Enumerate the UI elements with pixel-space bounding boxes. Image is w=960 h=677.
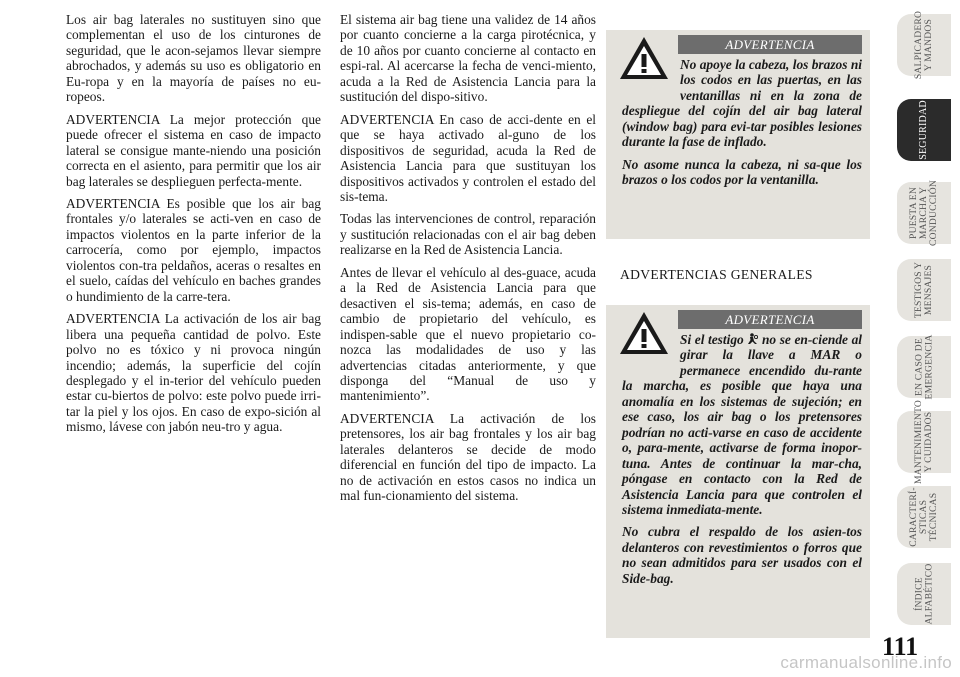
warning-text: No apoye la cabeza, los brazos ni los codos en las puertas, en las ventanillas ni en la zona de despliegue del cojín del air bag lateral (window bag) para evi-tar posibles lesiones durante la fase de inflado. xyxy=(622,57,862,150)
tab-label: PUESTA EN MARCHA Y CONDUCCIÓN xyxy=(908,180,939,246)
watermark: carmanualsonline.info xyxy=(780,653,952,672)
page-number: 111 xyxy=(882,632,919,661)
warning-box-restraint-system xyxy=(606,305,870,638)
tab-label: SEGURIDAD xyxy=(918,100,929,160)
tab-caracteristicas[interactable] xyxy=(897,486,951,548)
warning-label: ADVERTENCIA xyxy=(678,35,862,54)
middle-column xyxy=(340,12,596,511)
tab-label: MANTENIMIENTO Y CUIDADOS xyxy=(913,400,934,484)
warning-text: No asome nunca la cabeza, ni sa-que los brazos o los codos por la ventanilla. xyxy=(622,156,862,188)
paragraph: ADVERTENCIA La mejor protección que puede ofrecer el sistema en caso de impacto lateral se consigue mante-niendo una posición correcta en el asiento, para permitir que los air bag laterales se desplieguen perfecta-mente. xyxy=(66,111,321,189)
warning-body xyxy=(622,57,862,195)
tab-label: CARACTERÍ- STICAS TÉCNICAS xyxy=(908,487,939,547)
general-warnings-heading: ADVERTENCIAS GENERALES xyxy=(620,267,813,282)
warning-text-start: Si el testigo xyxy=(680,332,744,347)
paragraph: El sistema air bag tiene una validez de 14 años por cuanto concierne a la carga pirotécnica, y de 10 años por cuanto concierne al contacto en espi-ral. Al acercarse la fecha de venci-miento, acuda a la Red de Asistencia Lancia para la sustitución del dispo-sitivo. xyxy=(340,12,596,105)
paragraph: Todas las intervenciones de control, reparación y sustitución relacionadas con el air bag deben realizarse en la Red de Asistencia Lancia. xyxy=(340,211,596,258)
paragraph: ADVERTENCIA En caso de acci-dente en el que se haya activado al-guno de los dispositivos de seguridad, acuda la Red de Asistencia Lancia para que sustituyan los dispositivos activados y controlen el estado del sis-tema. xyxy=(340,111,596,204)
warning-body xyxy=(622,332,862,593)
tab-mantenimiento[interactable] xyxy=(897,400,951,484)
tab-label: EN CASO DE EMERGENCIA xyxy=(913,334,935,400)
warning-text: No cubra el respaldo de los asien-tos delanteros con revestimientos o forros que no sean admitidos para ser usados con el Side-bag. xyxy=(622,524,862,586)
paragraph: ADVERTENCIA Es posible que los air bag frontales y/o laterales se acti-ven en caso de impactos violentos en la parte inferior de la carrocería, como por ejemplo, impactos violentos con-tra peldaños, aceras o resaltes en el suelo, caídas del vehículo en baches grandes o hundimiento de la carre-tera. xyxy=(66,195,321,304)
warning-label: ADVERTENCIA xyxy=(678,310,862,329)
warning-box-window-bag xyxy=(606,30,870,239)
tab-seguridad[interactable] xyxy=(897,99,951,161)
tab-label: TESTIGOS Y MENSAJES xyxy=(913,261,934,319)
left-column xyxy=(66,12,321,442)
tab-puesta-en-marcha[interactable] xyxy=(897,182,951,244)
paragraph: ADVERTENCIA La activación de los pretensores, los air bag frontales y los air bag laterales delanteros se decide de modo diferencial en función del tipo de impacto. La no de activación en estos casos no indica un mal fun-cionamiento del sistema. xyxy=(340,410,596,504)
tab-indice[interactable] xyxy=(897,563,951,625)
airbag-warning-light-icon xyxy=(747,333,758,345)
tab-emergencia[interactable] xyxy=(897,336,951,398)
tab-testigos[interactable] xyxy=(897,259,951,321)
paragraph: Los air bag laterales no sustituyen sino que complementan el uso de los cinturones de seguridad, que le acon-sejamos llevar siempre abrochados, y además su uso es obligatorio en Eu-ropa y en la mayoría de países no eu-ropeos. xyxy=(66,12,321,105)
paragraph: ADVERTENCIA La activación de los air bag libera una pequeña cantidad de polvo. Este polvo no es tóxico y ni provoca ningún incendio; además, la superficie del cojín desplegado y el in-terior del vehículo pueden estar cu-biertos de polvo: este polvo puede irri-tar la piel y los ojos. En caso de expo-sición al mismo, lávese con jabón neu-tro y agua. xyxy=(66,311,321,435)
paragraph: Antes de llevar el vehículo al des-guace, acuda a la Red de Asistencia Lancia para que desactiven el sis-tema; además, en caso de cambio de propietario del vehículo, es indispen-sable que el nuevo propietario co-nozca las modalidades de uso y las advertencias citadas anteriormente, y que disponga del “Manual de uso y mantenimiento”. xyxy=(340,264,596,404)
tab-label: SALPICADERO Y MANDOS xyxy=(913,10,934,80)
tab-salpicadero[interactable] xyxy=(897,10,951,80)
tab-label: ÍNDICE ALFABÉTICO xyxy=(913,563,935,625)
warning-text-rest: no se en-ciende al girar la llave a MAR o permanece encendido du-rante la marcha, es posible que haya una anomalía en los sistemas de sujeción; en ese caso, los air bag o los pretensores podrían no acti-varse en caso de accidente o, para-mente, activarse de forma inopor-tuna. Antes de continuar la mar-cha, póngase en contacto con la Red de Asistencia Lancia para que controlen el sistema inmediata-mente. xyxy=(622,332,862,517)
warning-text xyxy=(622,332,862,517)
